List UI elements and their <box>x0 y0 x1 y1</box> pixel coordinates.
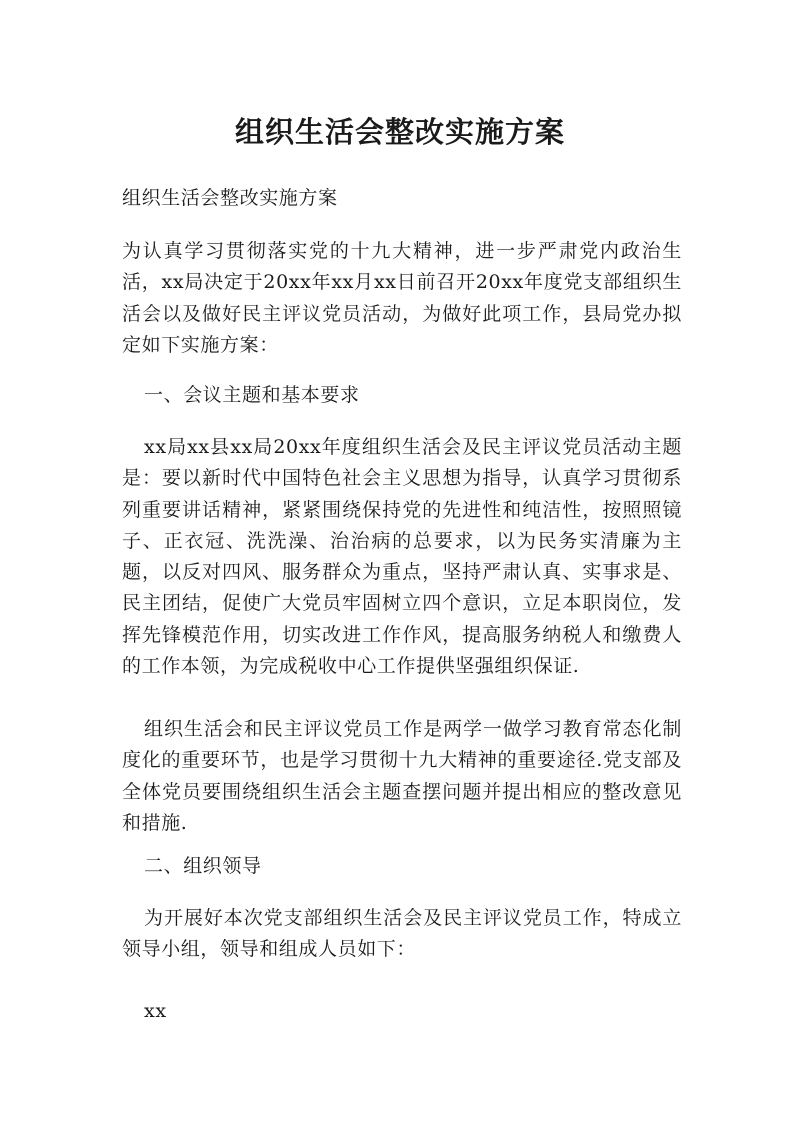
section-1-heading: 一、会议主题和基本要求 <box>144 384 360 406</box>
section-1-paragraph-1: xx局xx县xx局20xx年度组织生活会及民主评议党员活动主题是：要以新时代中国特色社会主义思想为指导，认真学习贯彻系列重要讲话精神，紧紧围绕保持党的先进性和纯洁性，按照照镜子、正衣冠、洗洗澡、治治病的总要求，以为民务实清廉为主题，以反对四风、服务群众为重点，坚持严肃认真、实事求是、民主团结，促使广大党员牢固树立四个意识，立足本职岗位，发挥先锋模范作用，切实改进工作作风，提高服务纳税人和缴费人的工作本领，为完成税收中心工作提供坚强组织保证. <box>122 436 682 678</box>
section-2-heading: 二、组织领导 <box>144 855 262 877</box>
section-1-paragraph-2: 组织生活会和民主评议党员工作是两学一做学习教育常态化制度化的重要环节，也是学习贯彻十九大精神的重要途径.党支部及全体党员要围绕组织生活会主题查摆问题并提出相应的整改意见和措施. <box>122 718 682 834</box>
document-title: 组织生活会整改实施方案 <box>234 115 565 149</box>
section-2-paragraph-1: 为开展好本次党支部组织生活会及民主评议党员工作，特成立领导小组，领导和组成人员如下： <box>122 907 682 961</box>
section-2-member: xx <box>144 1000 167 1022</box>
intro-paragraph: 为认真学习贯彻落实党的十九大精神，进一步严肃党内政治生活，xx局决定于20xx年xx月xx日前召开20xx年度党支部组织生活会以及做好民主评议党员活动，为做好此项工作，县局党办拟定如下实施方案： <box>122 240 682 356</box>
document-subtitle: 组织生活会整改实施方案 <box>122 187 338 209</box>
